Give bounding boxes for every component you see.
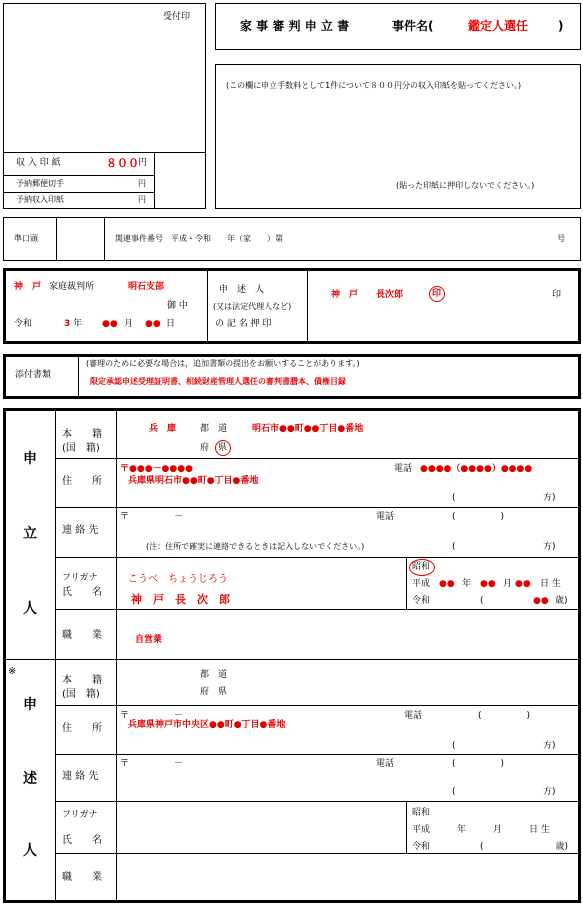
divider	[3, 175, 154, 176]
date-era: 令和	[14, 319, 33, 329]
declarant-side-label: 述	[23, 771, 37, 787]
applicant-postal: 〒●●●－●●●●	[120, 464, 193, 474]
case-name-value: 鑑定人選任	[468, 19, 529, 33]
postal-blank: 〒 －	[120, 759, 184, 769]
divider	[55, 410, 56, 901]
case-name-label: 事件名(	[392, 19, 434, 33]
divider	[55, 458, 579, 459]
phone-label: 電話	[376, 512, 395, 522]
revenue-stamp-value: ８００	[106, 157, 139, 170]
name-label: 氏 名	[62, 587, 102, 598]
name-label: 氏 名	[62, 835, 102, 846]
paren-open: (	[452, 741, 456, 751]
birth-day: ●●	[515, 579, 531, 589]
month-label: 月	[503, 579, 513, 589]
occupation-value: 自営業	[135, 635, 163, 645]
court-name: 神 戸	[14, 282, 42, 292]
court-box	[3, 268, 581, 344]
applicant-furigana: こうべ ちょうじろう	[128, 574, 228, 585]
agent-note: (又は法定代理人など)	[213, 302, 292, 311]
receipt-stamp-label: 受付印	[163, 12, 191, 22]
yen-label: 円	[138, 179, 146, 188]
revenue-stamp-label: 収 入 印 紙	[16, 158, 61, 168]
divider	[406, 802, 407, 854]
seal-label: の 記 名 押 印	[215, 319, 272, 329]
divider	[56, 217, 57, 261]
divider	[3, 152, 206, 153]
paren-open: (	[452, 493, 456, 503]
birth-year: ●●	[439, 579, 455, 589]
declarant-domicile-sub: (国 籍)	[62, 689, 100, 700]
divider	[307, 270, 308, 342]
divider	[55, 557, 579, 558]
attachments-note: (審理のために必要な場合は，追加書類の提出をお願いすることがあります。)	[86, 359, 360, 368]
applicant-domicile-label: 本 籍	[62, 429, 102, 440]
contact-note: (注：住所で確実に連絡できるときは記入しないでください。)	[146, 542, 365, 551]
applicant-domicile-sub: (国 籍)	[62, 443, 100, 454]
kata-close: 方)	[543, 542, 556, 552]
divider	[207, 270, 208, 342]
declarant-side-label: 人	[23, 843, 37, 859]
divider	[104, 217, 105, 261]
date-day: ●●	[145, 319, 161, 329]
declarant-side-label: 申	[23, 697, 37, 713]
age-value: ●●	[533, 596, 549, 606]
yen-label: 円	[138, 158, 148, 168]
phone-paren: ( )	[452, 759, 505, 769]
year-label: 年	[73, 319, 83, 329]
seal-mark: 印	[432, 289, 442, 299]
age-line: ( 歳)	[480, 842, 569, 852]
kata-close: 方)	[543, 741, 556, 751]
declarant-mark: ※	[8, 666, 17, 677]
phone-label: 電話	[394, 464, 413, 474]
era-heisei: 平成	[412, 579, 431, 589]
pref-fu: 府	[200, 443, 210, 453]
postal-blank: 〒 －	[120, 512, 184, 522]
divider	[55, 853, 579, 854]
divider	[55, 705, 579, 706]
era-reiwa: 令和	[412, 596, 431, 606]
prelim-label: 準口頭	[14, 234, 38, 243]
divider	[55, 754, 579, 755]
date-year: 3	[64, 319, 71, 329]
applicant-domicile-value: 明石市●●町●●丁目●番地	[252, 424, 364, 434]
yen-label: 円	[138, 195, 146, 204]
year-label: 年	[462, 579, 472, 589]
number-suffix: 号	[557, 234, 565, 243]
applicant-prefecture: 兵 庫	[149, 424, 177, 434]
court-branch: 明石支部	[128, 282, 165, 292]
postal-blank: 〒 －	[120, 711, 184, 721]
pref-ken: 県	[218, 443, 228, 453]
applicant-side-label: 人	[23, 601, 37, 617]
era-reiwa: 令和	[412, 842, 431, 852]
age-open: (	[480, 596, 484, 606]
day-label: 日	[166, 319, 176, 329]
seal-right: 印	[552, 290, 562, 300]
applicant-name: 神 戸 長 次 郎	[131, 593, 230, 606]
paren-open: (	[452, 787, 456, 797]
pref-fuken: 府 県	[200, 687, 228, 697]
court-suffix: 家庭裁判所	[49, 282, 95, 292]
phone-paren: ( )	[452, 512, 505, 522]
declarant-contact-label: 連 絡 先	[62, 771, 99, 782]
applicant-phone: ●●●●（●●●●）●●●●	[420, 464, 533, 474]
case-name-close: )	[558, 19, 564, 33]
stamp-note: (この欄に申立手数料として1件について８００円分の収入印紙を貼ってください。)	[226, 81, 522, 90]
applicant-side-label: 申	[23, 451, 37, 467]
applicant-address-label: 住 所	[62, 476, 102, 487]
furigana-label: フリガナ	[62, 573, 98, 583]
related-case-label: 関連事件番号 平成・令和 年（家 ）第	[115, 234, 283, 243]
prepaid-stamp-label: 予納収入印紙	[16, 195, 64, 204]
occupation-label: 職 業	[62, 872, 102, 883]
date-month: ●●	[102, 319, 118, 329]
phone-label: 電話	[376, 759, 395, 769]
postage-label: 予納郵便切手	[16, 179, 64, 188]
pref-todo: 都 道	[200, 670, 228, 680]
divider	[154, 152, 155, 209]
era-showa: 昭和	[412, 562, 431, 572]
kata-close: 方)	[543, 493, 556, 503]
divider	[55, 801, 579, 802]
day-label: 日 生	[540, 579, 561, 589]
divider	[3, 192, 154, 193]
court-honorific: 御 中	[167, 301, 188, 311]
signer-name: 神 戸 長次郎	[331, 290, 404, 300]
attachments-items: 限定承認申述受理証明書、相続財産管理人選任の審判書謄本、債権目録	[90, 377, 346, 386]
divider	[55, 507, 579, 508]
divider	[5, 659, 579, 660]
stamp-note-2: (貼った印紙に押印しないでください。)	[396, 181, 535, 190]
divider	[406, 558, 407, 609]
phone-label: 電話	[404, 711, 423, 721]
declarant-domicile-label: 本 籍	[62, 675, 102, 686]
month-label: 月	[124, 319, 134, 329]
birth-month: ●●	[480, 579, 496, 589]
pref-todo: 都 道	[200, 424, 228, 434]
declarant-address-value: 兵庫県神戸市中央区●●町●丁目●番地	[128, 720, 286, 730]
occupation-label: 職 業	[62, 630, 102, 641]
applicant-label: 申 述 人	[219, 285, 265, 295]
age-label: 歳)	[555, 596, 568, 606]
reference-row	[3, 217, 581, 261]
divider	[55, 609, 579, 610]
applicant-address-value: 兵庫県明石市●●町●丁目●番地	[128, 476, 259, 486]
divider	[116, 410, 117, 901]
attachments-label: 添付書類	[15, 370, 52, 380]
paren-open: (	[452, 542, 456, 552]
applicant-side-label: 立	[23, 526, 37, 542]
birth-line: 平成 年 月 日 生	[412, 825, 550, 835]
declarant-address-label: 住 所	[62, 723, 102, 734]
kata-close: 方)	[543, 787, 556, 797]
era-showa: 昭和	[412, 808, 431, 818]
divider	[78, 356, 79, 397]
furigana-label: フリガナ	[62, 810, 98, 820]
phone-paren: ( )	[478, 711, 531, 721]
page-title: 家 事 審 判 申 立 書	[240, 19, 350, 33]
applicant-contact-label: 連 絡 先	[62, 525, 99, 536]
